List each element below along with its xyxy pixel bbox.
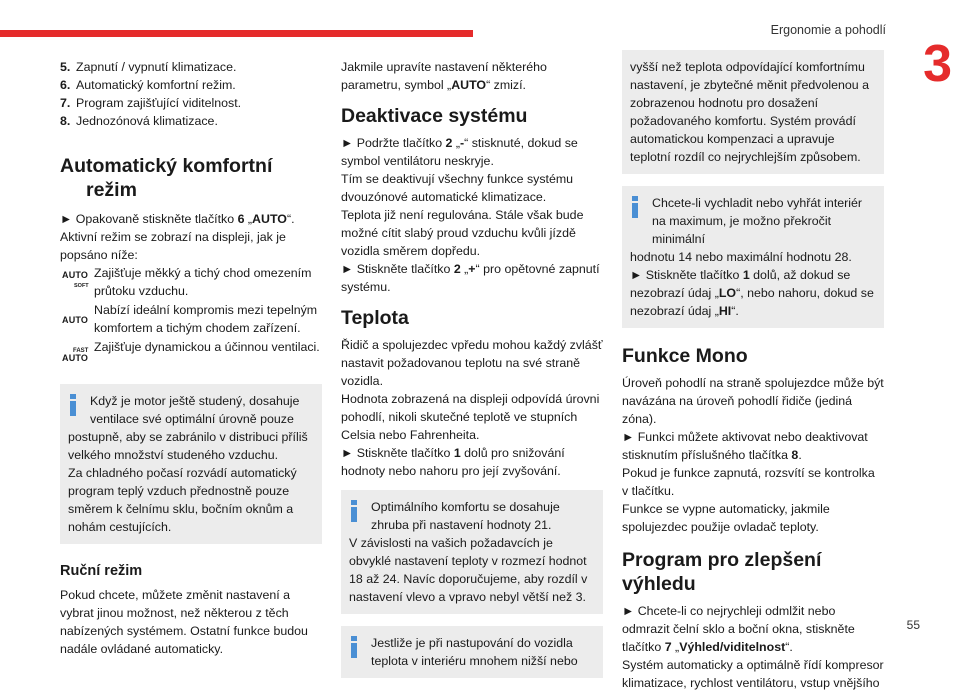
heading-mono: Funkce Mono xyxy=(622,345,748,367)
temp-paragraph: Hodnota zobrazená na displeji odpovídá úrovni pohodlí, nikoli skutečné teplotě ve stupních Celsia nebo Fahrenheita. xyxy=(341,392,600,442)
page-number: 55 xyxy=(906,618,920,632)
text: “, nebo nahoru, dokud se nezobrazí údaj „ xyxy=(630,286,874,318)
heading-line: Automatický komfortní xyxy=(60,155,273,177)
list-number: 5. xyxy=(60,60,71,74)
text: „ xyxy=(460,262,469,276)
list-number: 8. xyxy=(60,114,71,128)
visibility-paragraph: Systém automaticky a optimálně řídí kompresor klimatizace, rychlost ventilátoru, vstup vnějšího xyxy=(622,658,884,690)
temp-paragraph xyxy=(341,444,603,480)
legend-list xyxy=(60,58,322,130)
mono-paragraph: Pokud je funkce zapnutá, rozsvítí se kontrolka v tlačítku. xyxy=(622,466,875,498)
auto-soft-icon xyxy=(60,264,88,298)
button-ref: + xyxy=(468,262,476,276)
info-text: Chcete-li vychladit nebo vyhřát interiér na maximum, je možno překročit minimální xyxy=(652,196,863,246)
heading-line: režim xyxy=(86,179,137,201)
mode-soft xyxy=(60,264,322,300)
visibility-paragraph xyxy=(622,602,884,656)
manual-paragraph: Pokud chcete, můžete změnit nastavení a vybrat jinou možnost, než některou z těch nabízených systémem. Ostatní funkce budou nadále ovládané automaticky. xyxy=(60,588,308,656)
visibility-label: Výhled/viditelnost xyxy=(679,640,786,654)
info-text: vyšší než teplota odpovídající komfortnímu nastavení, je zbytečné měnit předvolenou a zobrazenou hodnotu pro dosažení požadovaného komfortu. Systém provádí automatickou kompenzaci a upravuje teplotní rozdíl co nejrychlejším způsobem. xyxy=(630,60,870,164)
button-ref: 2 xyxy=(445,136,453,150)
text: Jakmile upravíte nastavení některého parametru, symbol „ xyxy=(341,60,547,92)
info-icon xyxy=(351,636,357,658)
section-title: Ergonomie a pohodlí xyxy=(770,23,886,37)
auto-fast-icon xyxy=(60,338,88,372)
auto-label: AUTO xyxy=(451,78,487,92)
text: . xyxy=(798,448,802,462)
info-text: Optimálního komfortu se dosahuje zhruba při nastavení hodnoty 21. xyxy=(371,500,560,532)
info-text: Když je motor ještě studený, dosahuje ventilace své optimální úrovně pouze xyxy=(90,394,300,426)
text: “. xyxy=(731,304,739,318)
info-text: Jestliže je při nastupování do vozidla teplota v interiéru mnohem nižší nebo xyxy=(371,636,578,668)
button-ref: 8 xyxy=(791,448,799,462)
info-text: hodnotu 14 nebo maximální hodnotu 28. xyxy=(630,250,852,264)
deact-paragraph xyxy=(341,134,603,170)
auto-paragraph xyxy=(60,210,322,228)
button-ref: 1 xyxy=(453,446,461,460)
mono-paragraph: Úroveň pohodlí na straně spolujezdce může být navázána na úroveň pohodlí řidiče (jediná zóna). xyxy=(622,376,884,426)
text: „ xyxy=(244,212,253,226)
info-icon xyxy=(632,196,638,218)
column-left xyxy=(60,58,322,658)
list-text: Program zajišťující viditelnost. xyxy=(76,96,242,110)
icon-text: AUTO xyxy=(62,315,89,325)
list-item xyxy=(60,112,322,130)
icon-text: AUTO xyxy=(62,353,89,363)
text: ► Podržte tlačítko xyxy=(341,136,446,150)
hi-label: HI xyxy=(718,304,732,318)
icon-text: AUTO xyxy=(62,270,89,280)
text: dolů pro snižování hodnoty nebo nahoru pro její zvyšování. xyxy=(341,446,565,478)
temp-paragraph: Řidič a spolujezdec vpředu mohou každý zvlášť nastavit požadovanou teplotu na své straně vozidla. xyxy=(341,338,603,388)
lo-label: LO xyxy=(718,286,737,300)
mono-paragraph: Funkce se vypne automaticky, jakmile spolujezdec použije ovladač teploty. xyxy=(622,502,830,534)
list-text: Automatický komfortní režim. xyxy=(76,78,236,92)
mode-fast xyxy=(60,338,322,372)
list-number: 7. xyxy=(60,96,71,110)
list-item xyxy=(60,58,322,76)
list-number: 6. xyxy=(60,78,71,92)
info-box-optimal-temp xyxy=(341,490,603,614)
heading-temperature: Teplota xyxy=(341,307,409,329)
text: ► Stiskněte tlačítko xyxy=(341,262,454,276)
column-middle xyxy=(341,58,603,678)
text: ► Stiskněte tlačítko xyxy=(630,268,743,282)
info-text xyxy=(630,266,876,320)
text: „ xyxy=(452,136,461,150)
list-text: Jednozónová klimatizace. xyxy=(76,114,218,128)
icon-text: FAST xyxy=(73,348,89,354)
button-ref: 2 xyxy=(453,262,461,276)
mono-paragraph xyxy=(622,428,884,464)
list-item xyxy=(60,94,322,112)
deact-paragraph: Teplota již není regulována. Stále však bude možné cítit slabý proud vzduchu kvůli jízdě vozidla směrem dopředu. xyxy=(341,208,584,258)
button-ref: - xyxy=(460,136,465,150)
info-text: Za chladného počasí rozvádí automatický program teplý vzduch přednostně pouze směrem k čelnímu sklu, bočním oknům a nohám cestujících. xyxy=(68,466,297,534)
info-icon xyxy=(351,500,357,522)
button-ref: 1 xyxy=(742,268,750,282)
text: ► Funkci můžete aktivovat nebo deaktivovat stisknutím příslušného tlačítka xyxy=(622,430,868,462)
heading-line: Program pro zlepšení xyxy=(622,549,822,571)
list-text: Zapnutí / vypnutí klimatizace. xyxy=(76,60,237,74)
mode-description: Nabízí ideální kompromis mezi tepelným komfortem a tichým chodem zařízení. xyxy=(94,303,318,335)
text: ► Opakovaně stiskněte tlačítko xyxy=(60,212,238,226)
column-right xyxy=(622,58,884,692)
auto-icon xyxy=(60,301,88,335)
auto-paragraph-2: Aktivní režim se zobrazí na displeji, jak je popsáno níže: xyxy=(60,230,286,262)
text: ► Stiskněte tlačítko xyxy=(341,446,454,460)
heading-manual-mode: Ruční režim xyxy=(60,563,143,579)
mode-normal xyxy=(60,301,322,337)
text: “ stisknuté, dokud se symbol ventilátoru neskryje. xyxy=(341,136,578,168)
info-icon xyxy=(70,394,76,416)
info-box-interior-temp xyxy=(341,626,603,678)
text: ► Chcete-li co nejrychleji odmlžit nebo odmrazit čelní sklo a boční okna, stiskněte tlačítko xyxy=(622,604,855,654)
heading-auto-mode xyxy=(60,154,322,202)
heading-line: výhledu xyxy=(622,573,696,595)
button-ref: 7 xyxy=(664,640,672,654)
auto-label: AUTO xyxy=(252,212,287,226)
text: „ xyxy=(671,640,680,654)
mode-description: Zajišťuje měkký a tichý chod omezením průtoku vzduchu. xyxy=(94,266,312,298)
header-accent-bar xyxy=(0,30,473,37)
deact-paragraph: Tím se deaktivují všechny funkce systému dvouzónové automatické klimatizace. xyxy=(341,172,574,204)
heading-deactivation: Deaktivace systému xyxy=(341,105,528,127)
text: “ pro opětovné zapnutí systému. xyxy=(341,262,600,294)
deact-paragraph xyxy=(341,260,603,296)
info-text: postupně, aby se zabránilo v distribuci příliš velkého množství studeného vzduchu. xyxy=(68,430,308,462)
info-box-cold-engine xyxy=(60,384,322,544)
info-box-max-temp xyxy=(622,186,884,328)
intro-paragraph xyxy=(341,58,603,94)
button-ref: 6 xyxy=(237,212,245,226)
heading-visibility xyxy=(622,548,884,596)
chapter-number: 3 xyxy=(923,35,952,93)
mode-description: Zajišťuje dynamickou a účinnou ventilaci. xyxy=(94,340,320,354)
text: “. xyxy=(286,212,295,226)
icon-text: SOFT xyxy=(74,283,89,289)
info-box-interior-temp-continued xyxy=(622,50,884,174)
text: “. xyxy=(785,640,793,654)
list-item xyxy=(60,76,322,94)
text: dolů, až dokud se nezobrazí údaj „ xyxy=(630,268,851,300)
info-text: V závislosti na vašich požadavcích je obvyklé nastavení teploty v rozmezí hodnot 18 až 24. Navíc doporučujeme, aby rozdíl v nastavení vlevo a vpravo nebyl větší než 3. xyxy=(349,536,588,604)
text: “ zmizí. xyxy=(486,78,526,92)
